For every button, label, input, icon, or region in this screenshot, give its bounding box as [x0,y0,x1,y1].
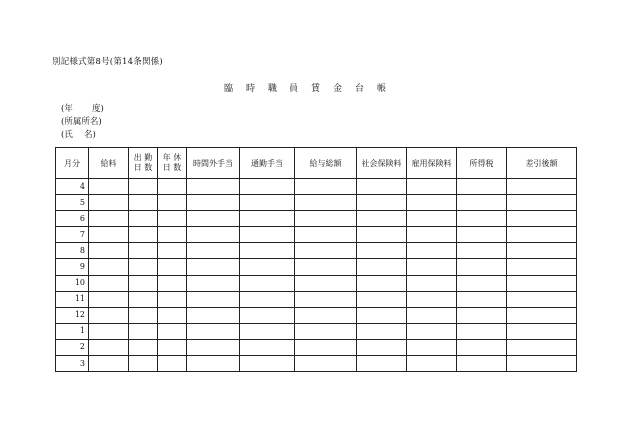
income-tax-cell[interactable] [457,339,507,355]
total-cell[interactable] [295,323,357,339]
commute-cell[interactable] [240,211,295,227]
social-insurance-cell[interactable] [357,195,407,211]
table-row [56,307,577,323]
overtime-cell[interactable] [187,275,240,291]
social-insurance-cell[interactable] [357,307,407,323]
overtime-cell[interactable] [187,259,240,275]
header-leave-days [158,148,187,179]
total-cell[interactable] [295,275,357,291]
header-leave-days-bottom: 日 数 [162,163,182,172]
employment-insurance-cell[interactable] [407,291,457,307]
leave-days-cell[interactable] [158,243,187,259]
header-month: 月分 [56,148,89,179]
work-days-cell[interactable] [129,275,158,291]
net-cell[interactable] [507,227,577,243]
table-row [56,243,577,259]
salary-cell[interactable] [89,275,129,291]
overtime-cell[interactable] [187,195,240,211]
month-cell: 2 [56,339,89,355]
table-row [56,356,577,372]
net-cell[interactable] [507,339,577,355]
table-row [56,211,577,227]
overtime-cell[interactable] [187,243,240,259]
net-cell[interactable] [507,259,577,275]
salary-cell[interactable] [89,179,129,195]
commute-cell[interactable] [240,275,295,291]
header-work-days [129,148,158,179]
commute-cell[interactable] [240,227,295,243]
work-days-cell[interactable] [129,211,158,227]
table-row [56,259,577,275]
month-cell: 10 [56,275,89,291]
social-insurance-cell[interactable] [357,339,407,355]
title-char: 時 [246,84,256,94]
leave-days-cell[interactable] [158,275,187,291]
work-days-cell[interactable] [129,291,158,307]
salary-cell[interactable] [89,227,129,243]
leave-days-cell[interactable] [158,339,187,355]
income-tax-cell[interactable] [457,323,507,339]
leave-days-cell[interactable] [158,195,187,211]
net-cell[interactable] [507,323,577,339]
employment-insurance-cell[interactable] [407,323,457,339]
commute-cell[interactable] [240,291,295,307]
salary-cell[interactable] [89,307,129,323]
work-days-cell[interactable] [129,356,158,372]
leave-days-cell[interactable] [158,211,187,227]
year-line [61,103,104,116]
commute-cell[interactable] [240,307,295,323]
net-cell[interactable] [507,179,577,195]
title-char: 員 [289,84,299,94]
header-net: 差引後額 [507,148,577,179]
table-row [56,179,577,195]
social-insurance-cell[interactable] [357,211,407,227]
leave-days-cell[interactable] [158,227,187,243]
month-cell: 6 [56,211,89,227]
leave-days-cell[interactable] [158,259,187,275]
title-char: 金 [333,84,343,94]
employment-insurance-cell[interactable] [407,227,457,243]
net-cell[interactable] [507,275,577,291]
work-days-cell[interactable] [129,323,158,339]
overtime-cell[interactable] [187,211,240,227]
header-income-tax: 所得税 [457,148,507,179]
overtime-cell[interactable] [187,291,240,307]
month-cell: 4 [56,179,89,195]
total-cell[interactable] [295,259,357,275]
year-label-open: (年 [61,104,73,114]
employment-insurance-cell[interactable] [407,307,457,323]
net-cell[interactable] [507,307,577,323]
header-leave-days-top: 年 休 [162,153,182,162]
leave-days-cell[interactable] [158,291,187,307]
net-cell[interactable] [507,243,577,259]
salary-cell[interactable] [89,291,129,307]
net-cell[interactable] [507,291,577,307]
title-char: 臨 [224,84,234,94]
month-cell: 12 [56,307,89,323]
total-cell[interactable] [295,243,357,259]
leave-days-cell[interactable] [158,323,187,339]
employment-insurance-cell[interactable] [407,195,457,211]
employment-insurance-cell[interactable] [407,259,457,275]
overtime-cell[interactable] [187,323,240,339]
salary-cell[interactable] [89,259,129,275]
overtime-cell[interactable] [187,179,240,195]
commute-cell[interactable] [240,195,295,211]
month-cell: 5 [56,195,89,211]
employment-insurance-cell[interactable] [407,339,457,355]
employment-insurance-cell[interactable] [407,243,457,259]
table-row [56,227,577,243]
name-label-close: 名) [84,130,96,140]
leave-days-cell[interactable] [158,356,187,372]
header-salary: 給料 [89,148,129,179]
income-tax-cell[interactable] [457,291,507,307]
title-char: 職 [268,84,278,94]
header-work-days-top: 出 勤 [133,153,153,162]
work-days-cell[interactable] [129,227,158,243]
income-tax-cell[interactable] [457,356,507,372]
month-cell: 7 [56,227,89,243]
table-row [56,339,577,355]
salary-cell[interactable] [89,339,129,355]
social-insurance-cell[interactable] [357,179,407,195]
income-tax-cell[interactable] [457,275,507,291]
work-days-cell[interactable] [129,179,158,195]
social-insurance-cell[interactable] [357,291,407,307]
income-tax-cell[interactable] [457,195,507,211]
total-cell[interactable] [295,291,357,307]
total-cell[interactable] [295,356,357,372]
title-char: 台 [355,84,365,94]
salary-cell[interactable] [89,356,129,372]
salary-cell[interactable] [89,195,129,211]
wage-ledger-table [55,147,577,372]
overtime-cell[interactable] [187,227,240,243]
income-tax-cell[interactable] [457,307,507,323]
social-insurance-cell[interactable] [357,356,407,372]
header-employment-insurance: 雇用保険料 [407,148,457,179]
total-cell[interactable] [295,211,357,227]
month-cell: 11 [56,291,89,307]
commute-cell[interactable] [240,179,295,195]
salary-cell[interactable] [89,243,129,259]
month-cell: 8 [56,243,89,259]
income-tax-cell[interactable] [457,227,507,243]
social-insurance-cell[interactable] [357,323,407,339]
header-row [56,148,577,179]
work-days-cell[interactable] [129,195,158,211]
name-label-open: (氏 [61,130,73,140]
social-insurance-cell[interactable] [357,243,407,259]
income-tax-cell[interactable] [457,211,507,227]
work-days-cell[interactable] [129,307,158,323]
commute-cell[interactable] [240,356,295,372]
employment-insurance-cell[interactable] [407,356,457,372]
commute-cell[interactable] [240,323,295,339]
work-days-cell[interactable] [129,339,158,355]
social-insurance-cell[interactable] [357,227,407,243]
header-total: 給与総額 [295,148,357,179]
leave-days-cell[interactable] [158,179,187,195]
table-row [56,275,577,291]
total-cell[interactable] [295,195,357,211]
net-cell[interactable] [507,211,577,227]
commute-cell[interactable] [240,259,295,275]
commute-cell[interactable] [240,339,295,355]
income-tax-cell[interactable] [457,243,507,259]
year-label-close: 度) [92,104,104,114]
total-cell[interactable] [295,179,357,195]
social-insurance-cell[interactable] [357,275,407,291]
salary-cell[interactable] [89,211,129,227]
total-cell[interactable] [295,227,357,243]
header-work-days-bottom: 日 数 [133,163,153,172]
header-social-insurance: 社会保険料 [357,148,407,179]
month-cell: 3 [56,356,89,372]
month-cell: 9 [56,259,89,275]
form-code: 別記様式第8号(第14条関係) [52,57,163,67]
header-commute: 通勤手当 [240,148,295,179]
table-row [56,323,577,339]
name-line [61,129,104,142]
overtime-cell[interactable] [187,339,240,355]
document-title [224,81,394,94]
header-overtime: 時間外手当 [187,148,240,179]
employment-insurance-cell[interactable] [407,179,457,195]
ledger-body [56,179,577,372]
leave-days-cell[interactable] [158,307,187,323]
employment-insurance-cell[interactable] [407,211,457,227]
net-cell[interactable] [507,356,577,372]
table-row [56,195,577,211]
table-row [56,291,577,307]
salary-cell[interactable] [89,323,129,339]
commute-cell[interactable] [240,243,295,259]
net-cell[interactable] [507,195,577,211]
overtime-cell[interactable] [187,307,240,323]
work-days-cell[interactable] [129,243,158,259]
work-days-cell[interactable] [129,259,158,275]
title-char: 賃 [311,84,321,94]
income-tax-cell[interactable] [457,259,507,275]
month-cell: 1 [56,323,89,339]
dept-line [61,116,104,129]
info-block [61,103,104,142]
employment-insurance-cell[interactable] [407,275,457,291]
total-cell[interactable] [295,307,357,323]
total-cell[interactable] [295,339,357,355]
title-char: 帳 [377,84,387,94]
overtime-cell[interactable] [187,356,240,372]
income-tax-cell[interactable] [457,179,507,195]
social-insurance-cell[interactable] [357,259,407,275]
dept-label: (所属所名) [61,117,102,127]
